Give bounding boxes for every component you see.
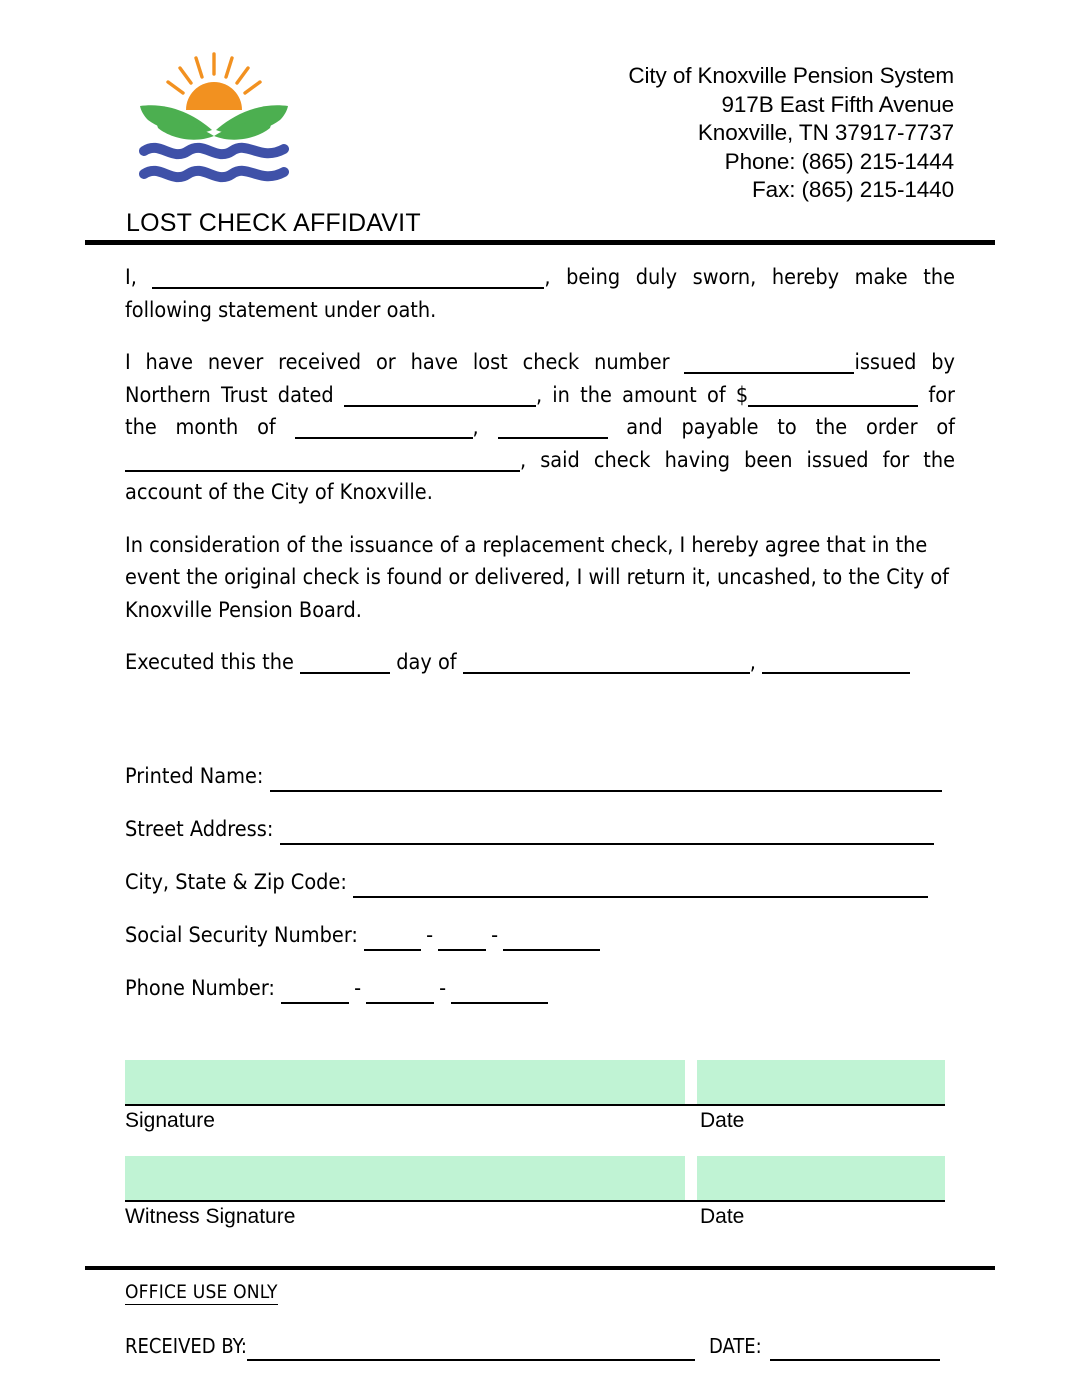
personal-info-fields xyxy=(125,762,955,1027)
paragraph-consideration: In consideration of the issuance of a replacement check, I hereby agree that in the event the original check is found or delivered, I will return it, uncashed, to the City of Knoxville Pension Board. xyxy=(125,532,949,623)
amount-text: , in the amount of $ xyxy=(535,382,749,408)
ssn-separator-2: - xyxy=(491,923,499,948)
check-year-field[interactable] xyxy=(498,413,608,439)
payable-order-text: and payable to the order of xyxy=(626,415,955,440)
office-use-title: OFFICE USE ONLY xyxy=(125,1281,278,1303)
printed-name-label: Printed Name: xyxy=(125,764,264,789)
executed-comma-text: , xyxy=(749,650,756,675)
office-date-input[interactable] xyxy=(770,1333,940,1361)
executed-pre-text: Executed this the xyxy=(125,650,294,675)
phone-number-row xyxy=(125,974,955,1027)
signature-line xyxy=(125,1058,955,1106)
office-use-section xyxy=(125,1280,995,1381)
signature-date-input[interactable] xyxy=(697,1060,945,1106)
for-the-month-text: for the month of xyxy=(125,382,955,440)
payee-field[interactable] xyxy=(125,446,520,472)
day-of-text: day of xyxy=(396,650,457,675)
signature-row xyxy=(125,1058,955,1140)
signature-labels xyxy=(125,1106,955,1140)
phone-line-number[interactable] xyxy=(451,976,548,1004)
oath-pre-text: I, xyxy=(125,265,137,290)
signature-input[interactable] xyxy=(125,1060,685,1106)
street-address-input[interactable] xyxy=(280,817,934,845)
phone-area-code[interactable] xyxy=(281,976,349,1004)
org-city-state: Knoxville, TN 37917-7737 xyxy=(697,120,954,145)
received-by-label: RECEIVED BY: xyxy=(125,1334,247,1358)
ssn-part-3[interactable] xyxy=(503,923,600,951)
organization-address-block xyxy=(628,62,954,205)
city-state-zip-input[interactable] xyxy=(353,870,928,898)
ssn-separator-1: - xyxy=(426,923,434,948)
oath-post-text: , being duly sworn, hereby make the following statement under oath. xyxy=(125,265,955,323)
witness-date-label: Date xyxy=(700,1205,745,1228)
check-month-field[interactable] xyxy=(295,413,473,439)
paragraph-check-details xyxy=(125,347,955,510)
phone-separator-2: - xyxy=(439,976,447,1001)
witness-signature-labels xyxy=(125,1202,955,1236)
witness-signature-input[interactable] xyxy=(125,1156,685,1202)
month-comma-text: , xyxy=(472,415,479,440)
affidavit-body xyxy=(125,262,955,700)
check-intro-text: I have never received or have lost check number xyxy=(125,350,670,375)
ssn-part-1[interactable] xyxy=(364,923,421,951)
paragraph-executed xyxy=(125,647,955,680)
signature-label: Signature xyxy=(125,1109,215,1132)
witness-signature-label: Witness Signature xyxy=(125,1205,296,1228)
street-address-label: Street Address: xyxy=(125,817,274,842)
received-by-row xyxy=(125,1331,995,1381)
office-date-label: DATE: xyxy=(709,1334,762,1358)
city-state-zip-label: City, State & Zip Code: xyxy=(125,870,347,895)
executed-year-field[interactable] xyxy=(762,648,910,674)
said-check-text: , said check having been issued for the account of the City of Knoxville. xyxy=(125,447,955,505)
city-state-zip-row xyxy=(125,868,955,921)
ssn-part-2[interactable] xyxy=(438,923,486,951)
check-number-field[interactable] xyxy=(684,348,854,374)
executed-month-field[interactable] xyxy=(463,648,750,674)
received-by-input[interactable] xyxy=(247,1333,695,1361)
city-of-knoxville-logo xyxy=(134,48,294,188)
issued-by-text: issued by Northern Trust dated xyxy=(125,350,955,408)
phone-separator-1: - xyxy=(354,976,362,1001)
affiant-name-field[interactable] xyxy=(152,263,544,289)
witness-signature-line xyxy=(125,1154,955,1202)
phone-prefix[interactable] xyxy=(366,976,434,1004)
org-street: 917B East Fifth Avenue xyxy=(721,91,954,117)
check-amount-field[interactable] xyxy=(748,381,918,407)
phone-number-label: Phone Number: xyxy=(125,976,275,1001)
street-address-row xyxy=(125,815,955,868)
signature-date-label: Date xyxy=(700,1109,745,1132)
signature-block xyxy=(125,1058,955,1250)
witness-date-input[interactable] xyxy=(697,1156,945,1202)
title-divider xyxy=(85,240,995,245)
printed-name-row xyxy=(125,762,955,815)
org-phone: Phone: (865) 215-1444 xyxy=(724,148,954,174)
witness-signature-row xyxy=(125,1154,955,1236)
org-name: City of Knoxville Pension System xyxy=(628,63,954,88)
social-security-number-row xyxy=(125,921,955,974)
org-fax: Fax: (865) 215-1440 xyxy=(752,177,954,202)
check-date-field[interactable] xyxy=(344,381,536,407)
paragraph-oath xyxy=(125,262,955,327)
executed-day-field[interactable] xyxy=(300,648,390,674)
document-header xyxy=(0,0,1080,237)
office-use-divider xyxy=(85,1266,995,1270)
page-title: LOST CHECK AFFIDAVIT xyxy=(126,209,421,237)
social-security-number-label: Social Security Number: xyxy=(125,923,358,948)
printed-name-input[interactable] xyxy=(270,764,942,792)
